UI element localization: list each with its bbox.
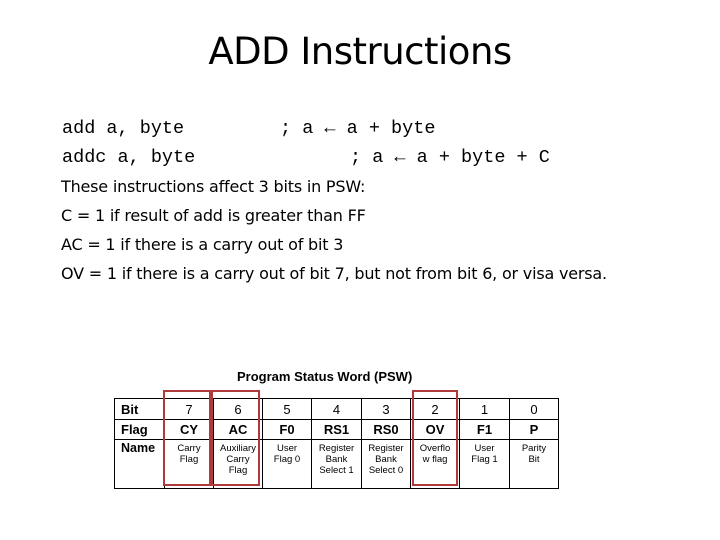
name-line: Bank	[325, 454, 348, 465]
psw-bits-intro: These instructions affect 3 bits in PSW:	[61, 177, 366, 196]
name-line: Overflo	[419, 443, 451, 454]
name-line: User	[276, 443, 298, 454]
name-line: w flag	[422, 454, 448, 465]
highlight-ac-column	[211, 390, 260, 486]
name-line: Select 1	[319, 465, 354, 476]
code-instruction-add: add a, byte	[62, 118, 185, 139]
aux-carry-rule: AC = 1 if there is a carry out of bit 3	[61, 235, 344, 254]
flag-cell: F1	[460, 420, 510, 440]
row-label-bit: Bit	[115, 399, 165, 420]
bit-cell: 3	[362, 399, 411, 420]
name-line: Flag 0	[273, 454, 301, 465]
slide-title: ADD Instructions	[208, 30, 512, 73]
overflow-rule: OV = 1 if there is a carry out of bit 7, but not from bit 6, or visa versa.	[61, 264, 607, 283]
flag-cell: RS1	[312, 420, 362, 440]
bit-cell: 2	[411, 399, 460, 420]
bit-cell: 1	[460, 399, 510, 420]
name-line: Register	[318, 443, 355, 454]
name-line: User	[474, 443, 495, 454]
name-cell	[362, 440, 411, 489]
name-cell	[312, 440, 362, 489]
row-label-name: Name	[115, 440, 165, 489]
code-comment-add: ; a ← a + byte	[280, 118, 436, 139]
bit-cell: 4	[312, 399, 362, 420]
code-comment-addc: ; a ← a + byte + C	[350, 147, 550, 168]
name-line: Flag	[179, 454, 199, 465]
name-cell	[263, 440, 312, 489]
bit-cell: 0	[510, 399, 559, 420]
highlight-cy-column	[163, 390, 211, 486]
flag-cell: P	[510, 420, 559, 440]
name-line: Select 0	[368, 465, 404, 476]
carry-flag-rule: C = 1 if result of add is greater than FF	[61, 206, 366, 225]
flag-cell: OV	[411, 420, 460, 440]
row-label-flag: Flag	[115, 420, 165, 440]
flag-cell: AC	[214, 420, 263, 440]
bit-cell: 6	[214, 399, 263, 420]
flag-cell: CY	[165, 420, 214, 440]
name-line: Carry	[226, 454, 250, 465]
name-cell	[510, 440, 559, 489]
psw-table-title: Program Status Word (PSW)	[237, 369, 413, 384]
code-instruction-addc: addc a, byte	[62, 147, 196, 168]
flag-cell: RS0	[362, 420, 411, 440]
name-cell	[460, 440, 510, 489]
name-line: Bank	[375, 454, 397, 465]
name-line: Register	[368, 443, 404, 454]
highlight-ov-column	[412, 390, 458, 486]
name-line: Auxiliary	[220, 443, 256, 454]
name-line: Parity	[521, 443, 547, 454]
flag-cell: F0	[263, 420, 312, 440]
bit-cell: 7	[165, 399, 214, 420]
name-line: Bit	[528, 454, 540, 465]
name-line: Carry	[177, 443, 201, 454]
name-line: Flag 1	[471, 454, 498, 465]
name-line: Flag	[228, 465, 248, 476]
bit-cell: 5	[263, 399, 312, 420]
